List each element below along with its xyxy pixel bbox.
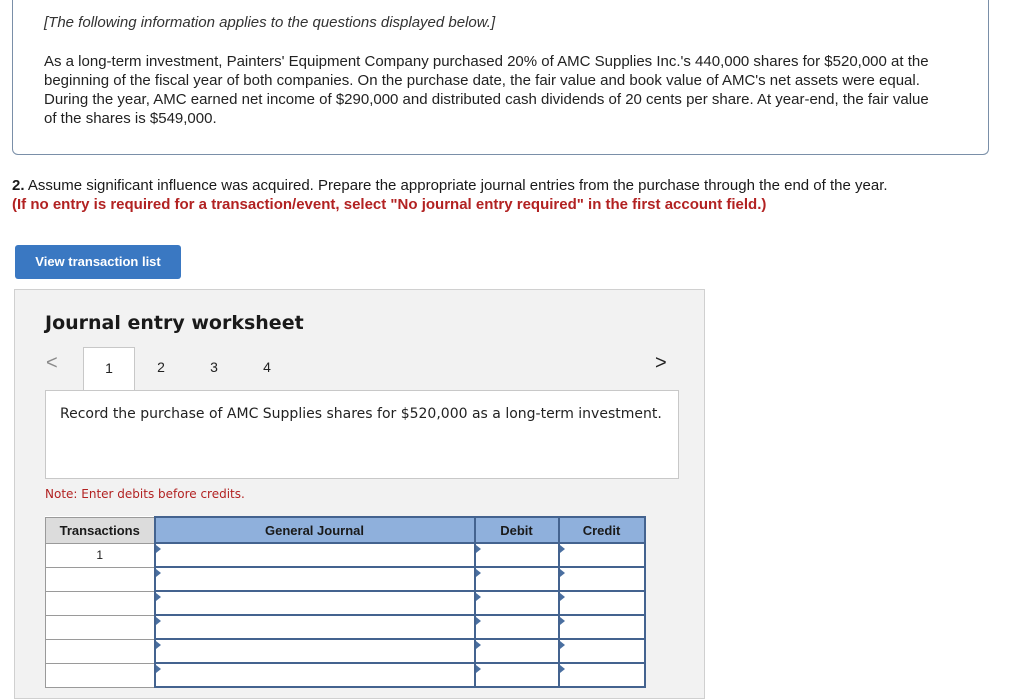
tab-1[interactable]: 1 (83, 347, 135, 391)
transaction-number (46, 567, 155, 591)
header-general-journal: General Journal (155, 517, 475, 543)
account-field[interactable] (155, 615, 475, 639)
table-row (46, 567, 645, 591)
info-intro: [The following information applies to the questions displayed below.] (44, 14, 496, 31)
table-row (46, 591, 645, 615)
account-field[interactable] (155, 543, 475, 567)
debit-field[interactable] (475, 639, 559, 663)
credit-field[interactable] (559, 567, 645, 591)
entry-note: Note: Enter debits before credits. (45, 487, 245, 501)
header-transactions: Transactions (46, 517, 155, 543)
header-credit: Credit (559, 517, 645, 543)
credit-field[interactable] (559, 591, 645, 615)
debit-field[interactable] (475, 615, 559, 639)
header-debit: Debit (475, 517, 559, 543)
question (12, 176, 1012, 214)
table-row (46, 663, 645, 687)
question-text: Assume significant influence was acquired. Prepare the appropriate journal entries from the purchase through the end of the year. (24, 177, 888, 194)
transaction-number (46, 615, 155, 639)
account-field[interactable] (155, 567, 475, 591)
info-text: As a long-term investment, Painters' Equipment Company purchased 20% of AMC Supplies Inc.'s 440,000 shares for $520,000 at the beginning of the fiscal year of both companies. On the purchase date, the fair value and book value of AMC's net assets were equal. During the year, AMC earned net income of $290,000 and distributed cash dividends of 20 cents per share. At year-end, the fair value of the shares is $549,000. (44, 53, 929, 127)
account-field[interactable] (155, 639, 475, 663)
view-transaction-list-button[interactable]: View transaction list (15, 245, 181, 279)
journal-table (45, 516, 646, 688)
debit-field[interactable] (475, 543, 559, 567)
credit-field[interactable] (559, 543, 645, 567)
worksheet-title: Journal entry worksheet (45, 312, 304, 334)
account-field[interactable] (155, 591, 475, 615)
question-number: 2. (12, 177, 25, 194)
table-row (46, 615, 645, 639)
transaction-number (46, 591, 155, 615)
transaction-number (46, 639, 155, 663)
account-field[interactable] (155, 663, 475, 687)
debit-field[interactable] (475, 663, 559, 687)
transaction-number: 1 (46, 543, 155, 567)
credit-field[interactable] (559, 639, 645, 663)
question-instruction: (If no entry is required for a transaction/event, select "No journal entry required" in the first account field.) (12, 196, 767, 213)
table-row (46, 543, 645, 567)
credit-field[interactable] (559, 615, 645, 639)
entry-description: Record the purchase of AMC Supplies shares for $520,000 as a long-term investment. (45, 390, 679, 479)
table-row (46, 639, 645, 663)
credit-field[interactable] (559, 663, 645, 687)
debit-field[interactable] (475, 567, 559, 591)
transaction-number (46, 663, 155, 687)
tab-3[interactable]: 3 (210, 359, 218, 375)
debit-field[interactable] (475, 591, 559, 615)
tab-2[interactable]: 2 (157, 359, 165, 375)
tab-4[interactable]: 4 (263, 359, 271, 375)
journal-entry-worksheet (14, 289, 705, 699)
chevron-left-icon[interactable]: < (46, 352, 58, 374)
chevron-right-icon[interactable]: > (655, 352, 667, 374)
